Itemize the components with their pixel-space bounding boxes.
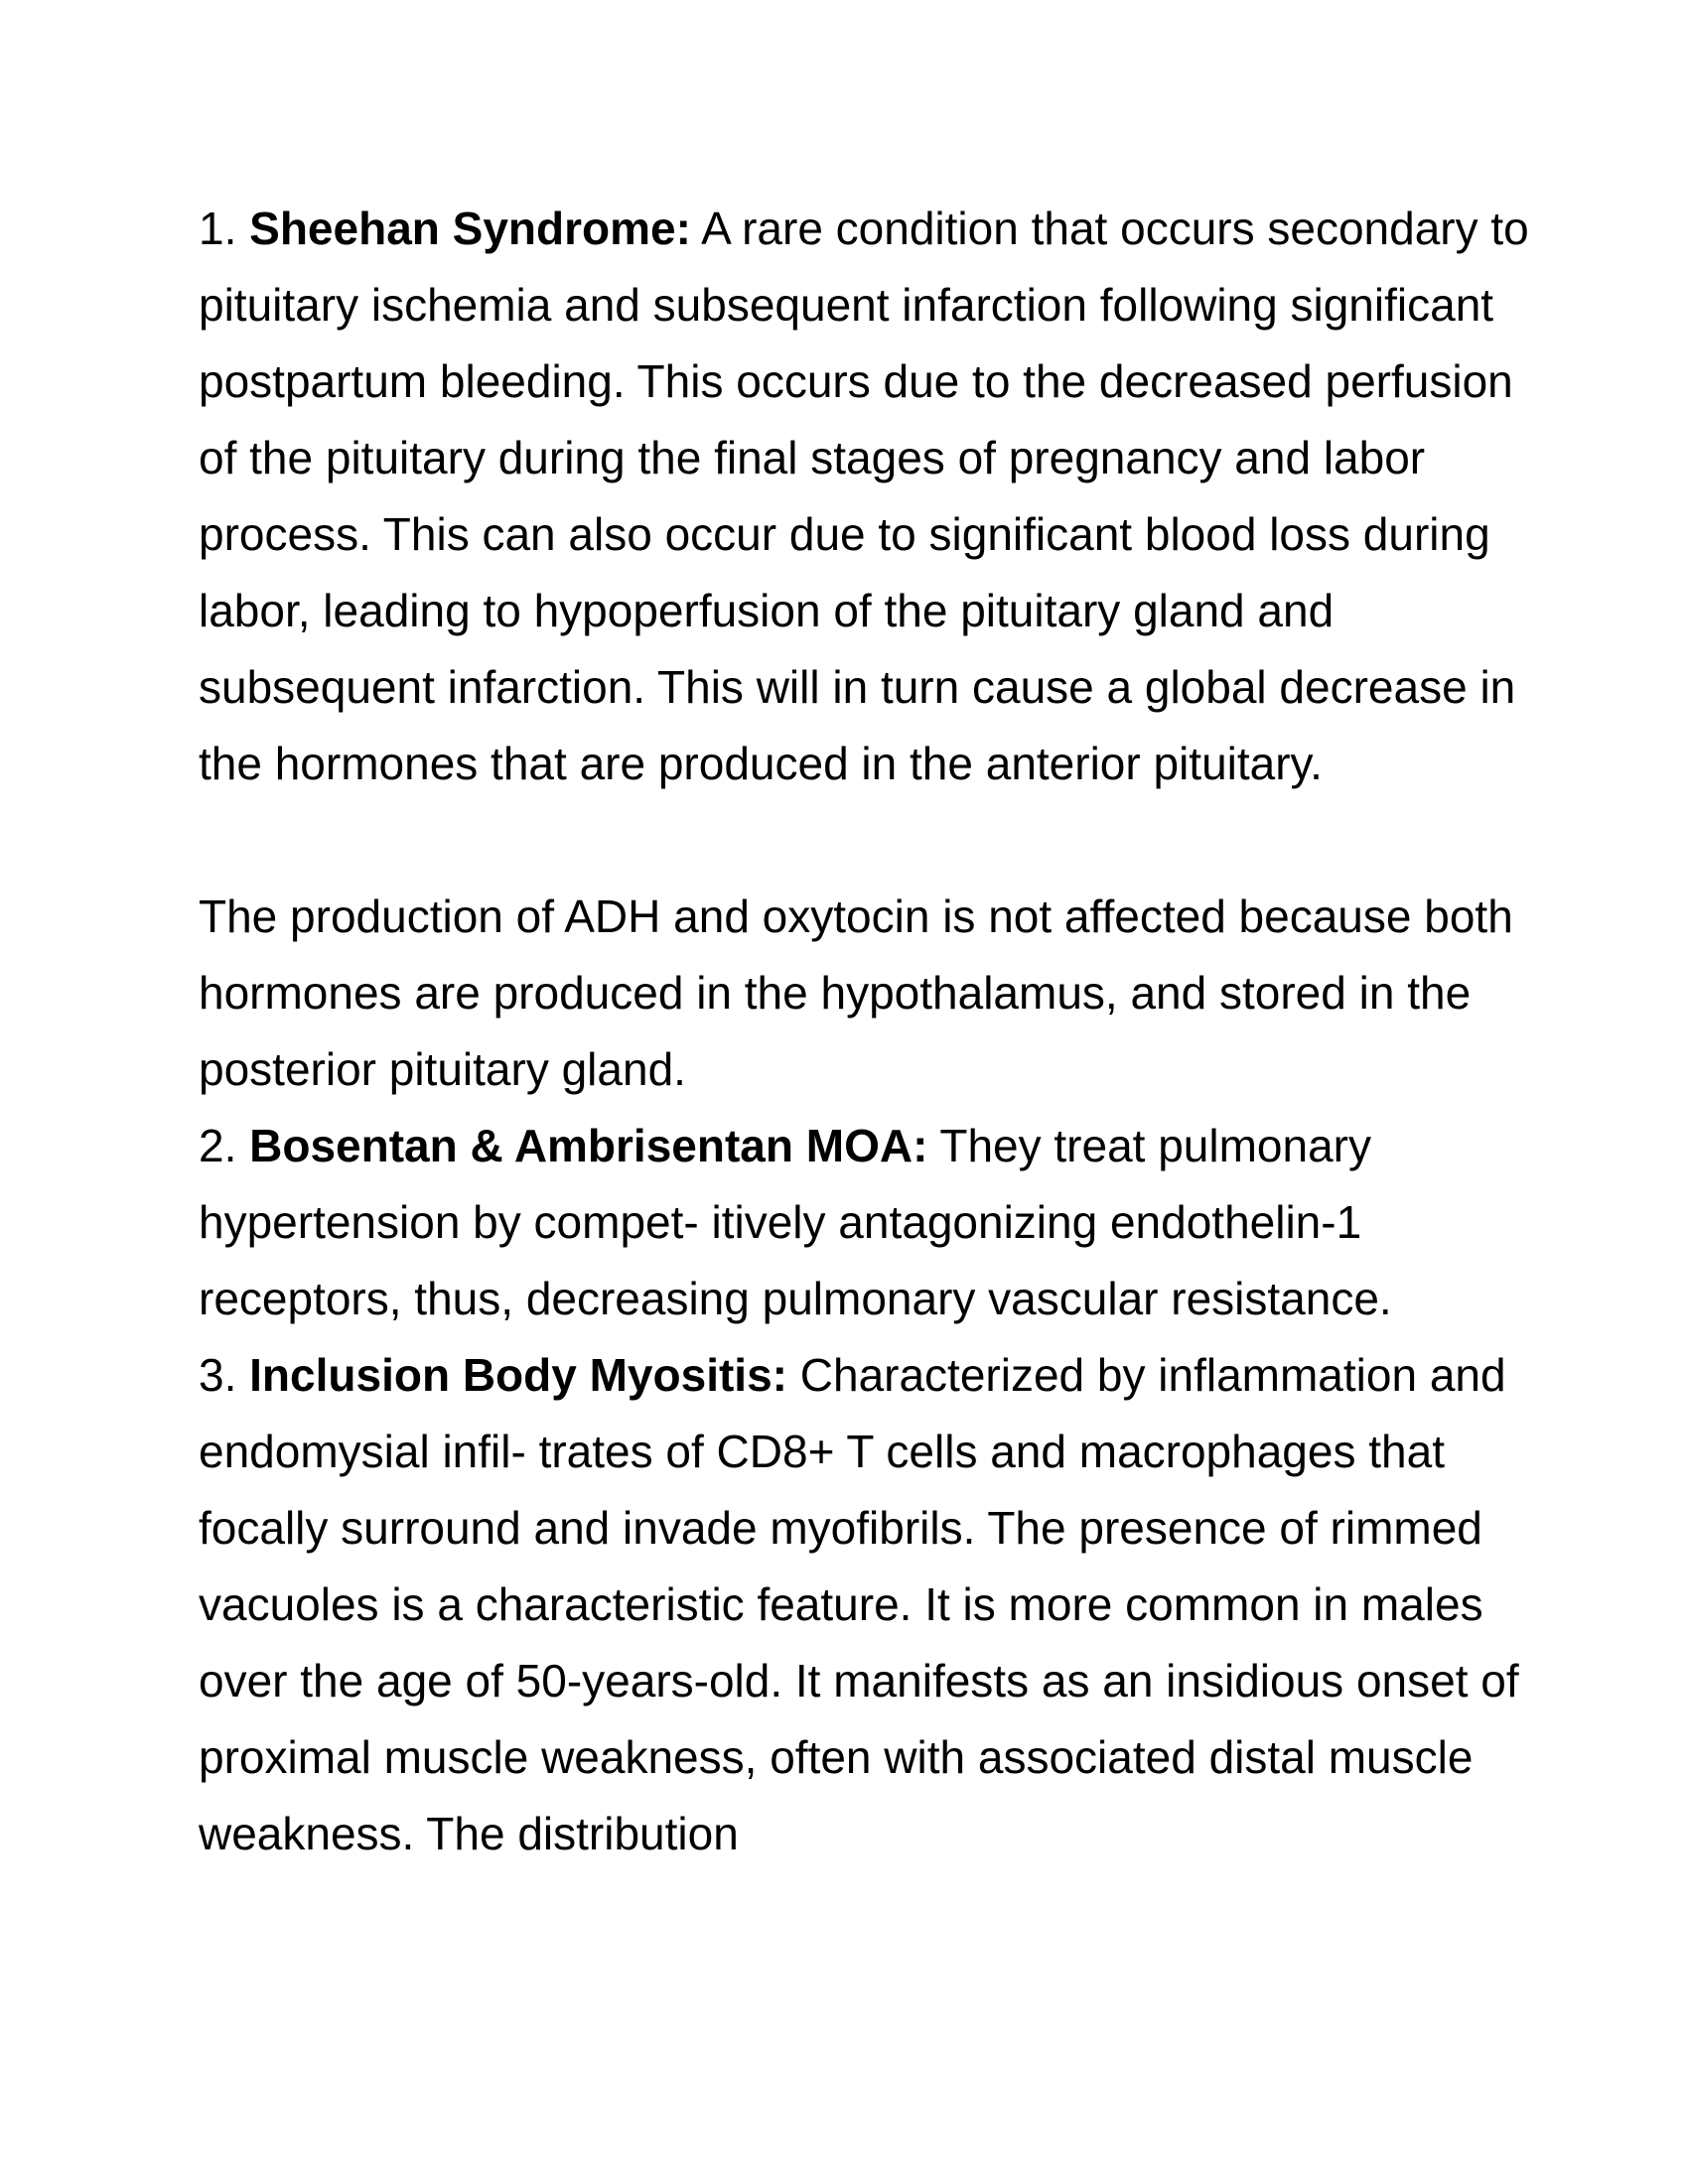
text-run: pituitary ischemia and subsequent infarction following significant: [199, 279, 1494, 331]
text-run: proximal muscle weakness, often with associated distal muscle: [199, 1731, 1474, 1783]
text-line: [199, 1261, 1489, 1337]
text-run: hypertension by compet- itively antagonizing endothelin-1: [199, 1196, 1362, 1248]
text-line: [199, 879, 1513, 955]
bold-term: Inclusion Body Myositis:: [249, 1349, 787, 1401]
text-line: [199, 1031, 1489, 1108]
text-line: [199, 1337, 1506, 1414]
text-run: A rare condition that occurs secondary to: [690, 203, 1529, 254]
text-line: [199, 955, 1489, 1031]
text-run: postpartum bleeding. This occurs due to the decreased perfusion: [199, 355, 1513, 407]
text-run: They treat pulmonary: [927, 1120, 1371, 1171]
text-line: [199, 649, 1516, 726]
text-run: 2.: [199, 1120, 250, 1171]
text-run: endomysial infil- trates of CD8+ T cells and macrophages that: [199, 1426, 1445, 1477]
document-text: [199, 191, 1529, 1872]
text-line: [199, 1414, 1489, 1490]
text-line: [199, 1719, 1489, 1796]
text-run: subsequent infarction. This will in turn cause a global decrease in: [199, 661, 1516, 713]
text-run: The production of ADH and oxytocin is not affected because both: [199, 890, 1513, 942]
text-line: [199, 343, 1513, 420]
bold-term: Sheehan Syndrome:: [249, 203, 691, 254]
text-line: [199, 1108, 1489, 1184]
text-run: process. This can also occur due to significant blood loss during: [199, 508, 1490, 560]
text-run: over the age of 50-years-old. It manifests as an insidious onset of: [199, 1655, 1519, 1706]
text-run: the hormones that are produced in the anterior pituitary.: [199, 738, 1323, 789]
text-run: 1.: [199, 203, 250, 254]
text-line: [199, 1567, 1489, 1643]
text-run: labor, leading to hypoperfusion of the pituitary gland and: [199, 585, 1335, 636]
text-line: [199, 573, 1489, 649]
text-run: focally surround and invade myofibrils. The presence of rimmed: [199, 1502, 1482, 1554]
text-run: hormones are produced in the hypothalamus, and stored in the: [199, 967, 1472, 1019]
text-line: [199, 1184, 1489, 1261]
text-line: [199, 1490, 1489, 1567]
text-run: posterior pituitary gland.: [199, 1043, 686, 1095]
text-run: weakness. The distribution: [199, 1808, 739, 1859]
text-run: 3.: [199, 1349, 250, 1401]
text-line: [199, 726, 1489, 802]
text-run: receptors, thus, decreasing pulmonary vascular resistance.: [199, 1273, 1392, 1324]
text-line: [199, 1643, 1519, 1719]
text-line: [199, 1796, 1489, 1872]
bold-term: Bosentan & Ambrisentan MOA:: [249, 1120, 928, 1171]
text-run: vacuoles is a characteristic feature. It is more common in males: [199, 1578, 1483, 1630]
blank-line: [199, 802, 1489, 879]
text-line: [199, 191, 1529, 267]
text-run: Characterized by inflammation and: [786, 1349, 1506, 1401]
text-run: of the pituitary during the final stages of pregnancy and labor: [199, 432, 1426, 483]
text-line: [199, 496, 1489, 573]
text-line: [199, 420, 1489, 496]
text-line: [199, 267, 1494, 343]
